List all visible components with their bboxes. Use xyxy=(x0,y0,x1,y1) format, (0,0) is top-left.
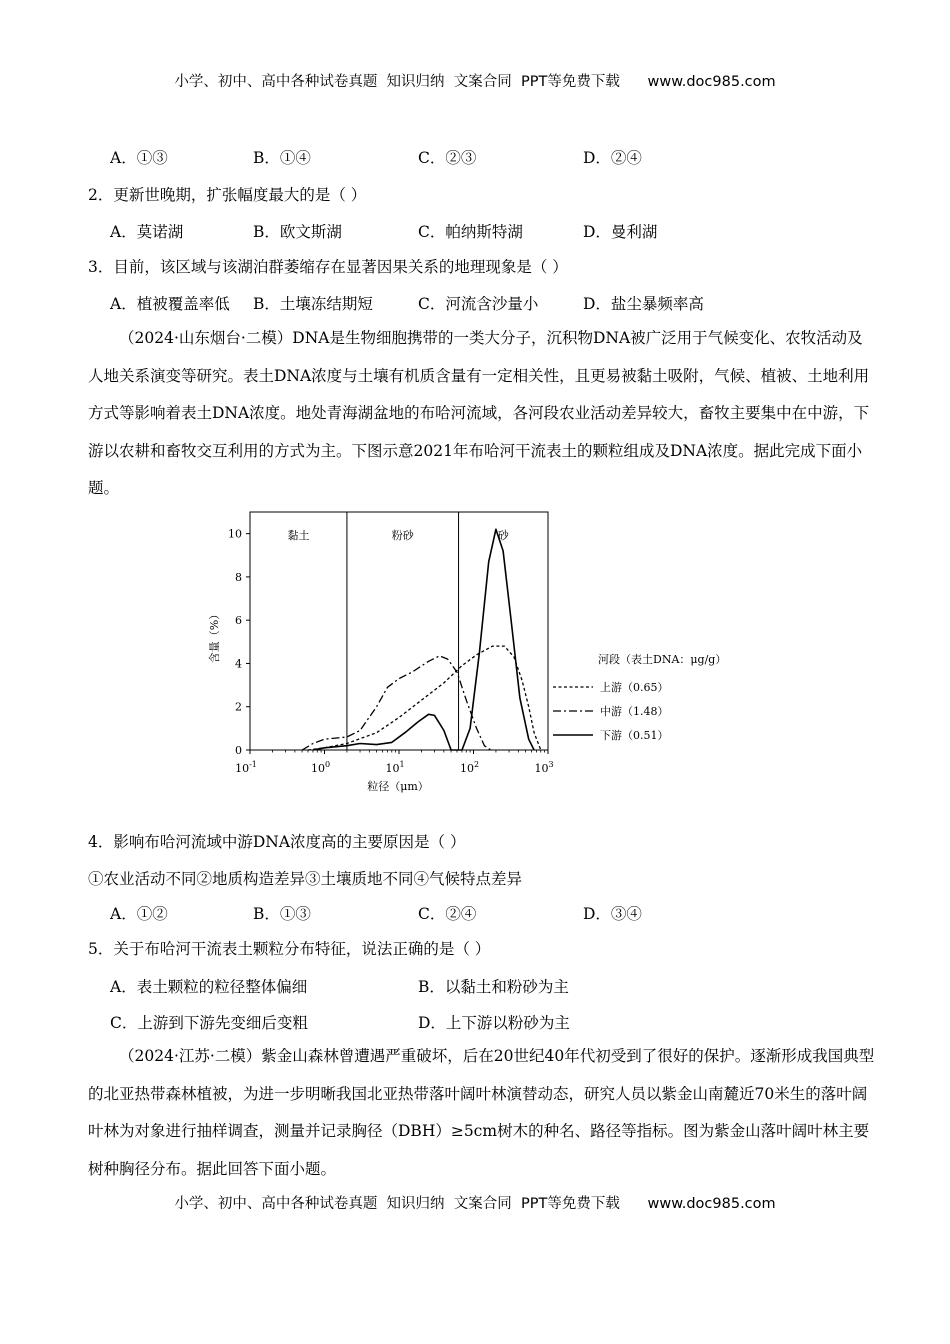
x-tick-label: $10^{-1}$ xyxy=(235,760,257,775)
y-tick-label: 4 xyxy=(235,657,242,671)
q4-option-b: B．①③ xyxy=(253,905,311,923)
y-tick-label: 0 xyxy=(235,744,242,757)
q1-option-c: C．②③ xyxy=(418,149,477,167)
q3-option-a: A．植被覆盖率低 xyxy=(110,295,230,313)
q5-option-c: C．上游到下游先变细后变粗 xyxy=(110,1014,308,1032)
legend-label: 中游（1.48） xyxy=(600,705,669,718)
passage-shandong-text: （2024·山东烟台·二模）DNA是生物细胞携带的一类大分子，沉积物DNA被广泛用于气候变化、农牧活动及人地关系演变等研究。表土DNA浓度与土壤有机质含量有一定相关性，且更易被黏土吸附，气候、植被、土地利用方式等影响着表土DNA浓度。地处青海湖盆地的布哈河流域，各河段农业活动差异较大，畜牧主要集中在中游，下游以农耕和畜牧交互利用的方式为主。下图示意2021年布哈河干流表土的颗粒组成及DNA浓度。据此完成下面小题。 xyxy=(88,329,870,497)
dna-grain-size-chart xyxy=(208,508,727,798)
q5-option-b: B．以黏土和粉砂为主 xyxy=(418,978,569,996)
q2-option-d: D．曼利湖 xyxy=(583,223,658,241)
q2-option-c: C．帕纳斯特湖 xyxy=(418,223,523,241)
page-footer: 小学、初中、高中各种试卷真题 知识归纳 文案合同 PPT等免费下载 www.doc985.com xyxy=(174,1196,776,1212)
q1-option-a: A．①③ xyxy=(110,149,168,167)
q3-option-d: D．盐尘暴频率高 xyxy=(583,295,704,313)
q3-stem: 3．目前，该区域与该湖泊群萎缩存在显著因果关系的地理现象是（ ） xyxy=(88,258,568,276)
q1-option-b: B．①④ xyxy=(253,149,311,167)
series-line-midstream xyxy=(302,656,491,750)
zone-label: 粉砂 xyxy=(391,529,414,542)
passage-jiangsu-text: （2024·江苏·二模）紫金山森林曾遭遇严重破坏，后在20世纪40年代初受到了很好的保护。逐渐形成我国典型的北亚热带森林植被，为进一步明晰我国北亚热带落叶阔叶林演替动态，研究人员以紫金山南麓近70米生的落叶阔叶林为对象进行抽样调查，测量并记录胸径（DBH）≥5cm树木的种名、路径等指标。图为紫金山落叶阔叶林主要树种胸径分布。据此回答下面小题。 xyxy=(88,1047,875,1178)
chart-marks-group xyxy=(228,512,669,775)
x-tick-label: $10^0$ xyxy=(310,760,331,775)
passage-jiangsu xyxy=(88,1038,878,1188)
y-tick-label: 8 xyxy=(235,570,242,584)
y-tick-label: 6 xyxy=(235,614,242,628)
q2-option-a: A．莫诺湖 xyxy=(110,223,184,241)
q4-choices: ①农业活动不同②地质构造差异③土壤质地不同④气候特点差异 xyxy=(88,870,523,888)
zone-label: 黏土 xyxy=(287,529,310,542)
series-line-downstream xyxy=(313,529,534,750)
q2-option-b: B．欧文斯湖 xyxy=(253,223,342,241)
y-tick-label: 10 xyxy=(228,527,242,541)
x-tick-label: $10^3$ xyxy=(534,760,554,775)
plot-frame xyxy=(250,512,548,750)
q3-option-b: B．土壤冻结期短 xyxy=(253,295,373,313)
y-tick-label: 2 xyxy=(235,700,242,714)
passage-shandong xyxy=(88,320,878,508)
q5-option-a: A．表土颗粒的粒径整体偏细 xyxy=(110,978,308,996)
legend-title: 河段（表土DNA：μg/g） xyxy=(598,653,727,666)
q2-stem: 2．更新世晚期，扩张幅度最大的是（ ） xyxy=(88,186,367,204)
q3-option-c: C．河流含沙量小 xyxy=(418,295,539,313)
legend-label: 下游（0.51） xyxy=(600,729,669,742)
series-line-upstream xyxy=(308,646,541,750)
zone-label: 砂 xyxy=(497,529,509,542)
q4-option-c: C．②④ xyxy=(418,905,477,923)
y-axis-label: 含量（%） xyxy=(208,608,221,664)
q1-option-d: D．②④ xyxy=(583,149,642,167)
q5-stem: 5．关于布哈河干流表土颗粒分布特征，说法正确的是（ ） xyxy=(88,940,491,958)
q4-stem: 4．影响布哈河流域中游DNA浓度高的主要原因是（ ） xyxy=(88,833,466,851)
legend-label: 上游（0.65） xyxy=(600,681,669,694)
q5-option-d: D．上下游以粉砂为主 xyxy=(418,1014,570,1032)
q4-option-d: D．③④ xyxy=(583,905,642,923)
page-header: 小学、初中、高中各种试卷真题 知识归纳 文案合同 PPT等免费下载 www.doc985.com xyxy=(174,74,776,90)
x-tick-label: $10^1$ xyxy=(385,760,405,775)
x-axis-label: 粒径（μm） xyxy=(367,780,429,793)
x-tick-label: $10^2$ xyxy=(459,760,480,775)
q4-option-a: A．①② xyxy=(110,905,168,923)
